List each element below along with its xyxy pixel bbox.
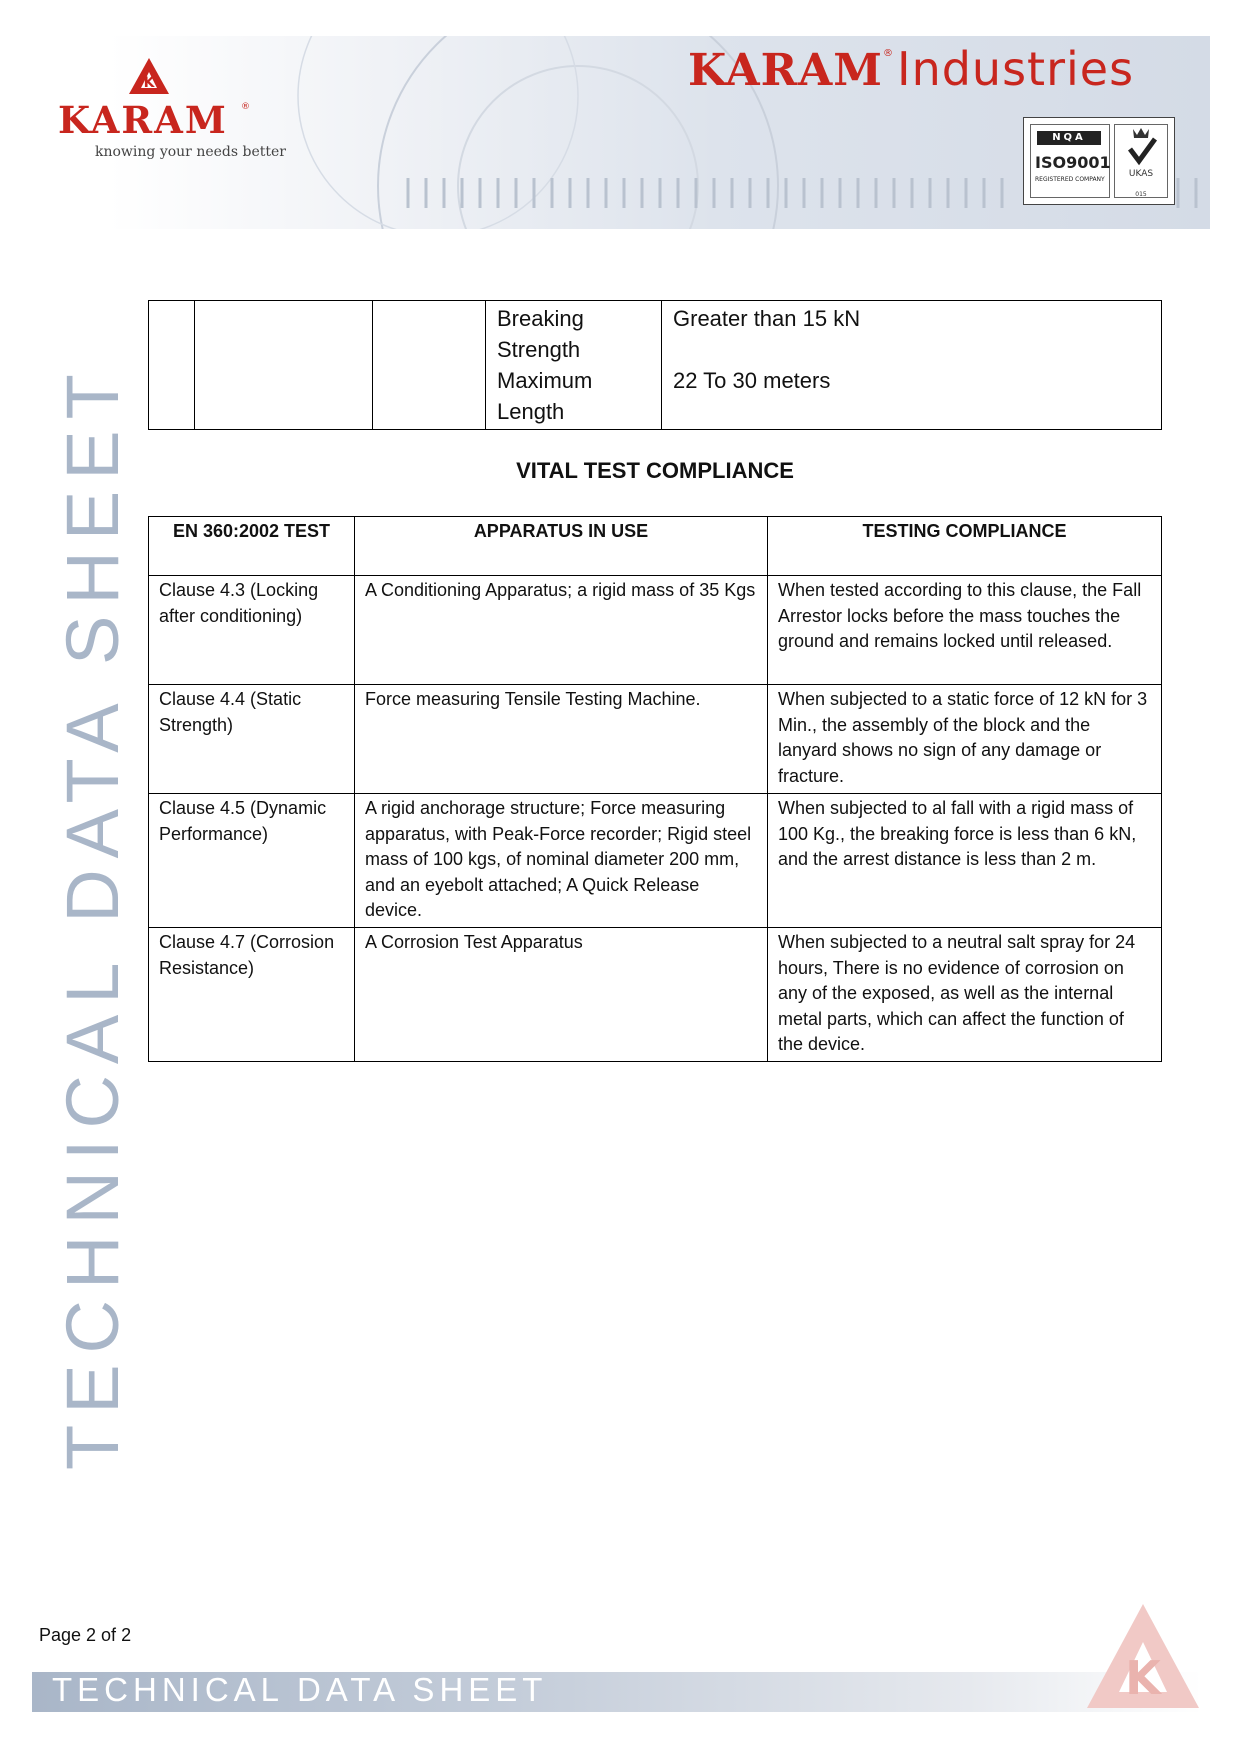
apparatus-cell: A rigid anchorage structure; Force measuring apparatus, with Peak-Force recorder; Rigid steel mass of 100 kgs, of nominal diameter 200 mm, and an eyebolt attached; A Quick Release device. — [355, 794, 768, 928]
footer-karam-logo-icon — [1087, 1604, 1199, 1708]
wordmark-karam: KARAM — [688, 45, 884, 96]
test-cell: Clause 4.4 (Static Strength) — [149, 685, 355, 794]
table-row — [149, 685, 1162, 794]
wordmark-industries: Industries — [897, 42, 1135, 96]
compliance-cell: When subjected to a static force of 12 kN for 3 Min., the assembly of the block and the lanyard shows no sign of any damage or fracture. — [768, 685, 1162, 794]
ukas-label: UKAS — [1128, 169, 1154, 179]
table-row — [149, 928, 1162, 1062]
crown-check-icon — [1115, 125, 1167, 169]
spec-values: Greater than 15 kN 22 To 30 meters — [662, 301, 1162, 430]
karam-industries-wordmark — [688, 42, 1134, 102]
karam-triangle-icon — [129, 58, 169, 94]
compliance-cell: When subjected to al fall with a rigid mass of 100 Kg., the breaking force is less than 6 kN, and the arrest distance is less than 2 m. — [768, 794, 1162, 928]
apparatus-cell: A Corrosion Test Apparatus — [355, 928, 768, 1062]
ukas-badge — [1114, 124, 1168, 198]
test-cell: Clause 4.5 (Dynamic Performance) — [149, 794, 355, 928]
test-compliance-table — [148, 516, 1162, 1062]
compliance-cell: When tested according to this clause, the Fall Arrestor locks before the mass touches the ground and remains locked until released. — [768, 576, 1162, 685]
nqa-iso-badge — [1030, 124, 1110, 198]
footer-text: TECHNICAL DATA SHEET — [52, 1671, 548, 1708]
logo-tagline: knowing your needs better — [95, 144, 286, 160]
test-cell: Clause 4.7 (Corrosion Resistance) — [149, 928, 355, 1062]
nqa-label: NQA — [1037, 131, 1101, 145]
table-header-row — [149, 517, 1162, 576]
wordmark-reg-mark: ® — [883, 48, 894, 59]
svg-text:K: K — [1125, 1651, 1161, 1705]
karam-logo — [58, 58, 288, 168]
apparatus-cell: Force measuring Tensile Testing Machine. — [355, 685, 768, 794]
table-row — [149, 794, 1162, 928]
registered-company-label: REGISTERED COMPANY — [1035, 176, 1105, 183]
svg-text:K: K — [143, 75, 155, 91]
spec-empty-cell — [149, 301, 195, 430]
certification-badge — [1023, 117, 1175, 205]
table-row — [149, 576, 1162, 685]
column-header: EN 360:2002 TEST — [149, 517, 355, 576]
ukas-number: 015 — [1135, 191, 1147, 198]
section-title: VITAL TEST COMPLIANCE — [516, 458, 794, 483]
spec-labels: Breaking Strength Maximum Length — [486, 301, 662, 430]
compliance-cell: When subjected to a neutral salt spray for 24 hours, There is no evidence of corrosion on any of the exposed, as well as the internal metal parts, which can affect the function of the device. — [768, 928, 1162, 1062]
logo-brand-text: KARAM — [58, 98, 228, 142]
spec-empty-cell — [195, 301, 373, 430]
page-number: Page 2 of 2 — [39, 1625, 132, 1645]
apparatus-cell: A Conditioning Apparatus; a rigid mass of 35 Kgs — [355, 576, 768, 685]
spec-table — [148, 300, 1162, 430]
iso-label: ISO9001 — [1035, 153, 1111, 172]
column-header: TESTING COMPLIANCE — [768, 517, 1162, 576]
side-watermark-text: TECHNICAL DATA SHEET — [51, 363, 134, 1470]
spec-row — [149, 301, 1162, 430]
logo-reg-mark: ® — [241, 102, 250, 112]
test-cell: Clause 4.3 (Locking after conditioning) — [149, 576, 355, 685]
spec-empty-cell — [373, 301, 486, 430]
column-header: APPARATUS IN USE — [355, 517, 768, 576]
